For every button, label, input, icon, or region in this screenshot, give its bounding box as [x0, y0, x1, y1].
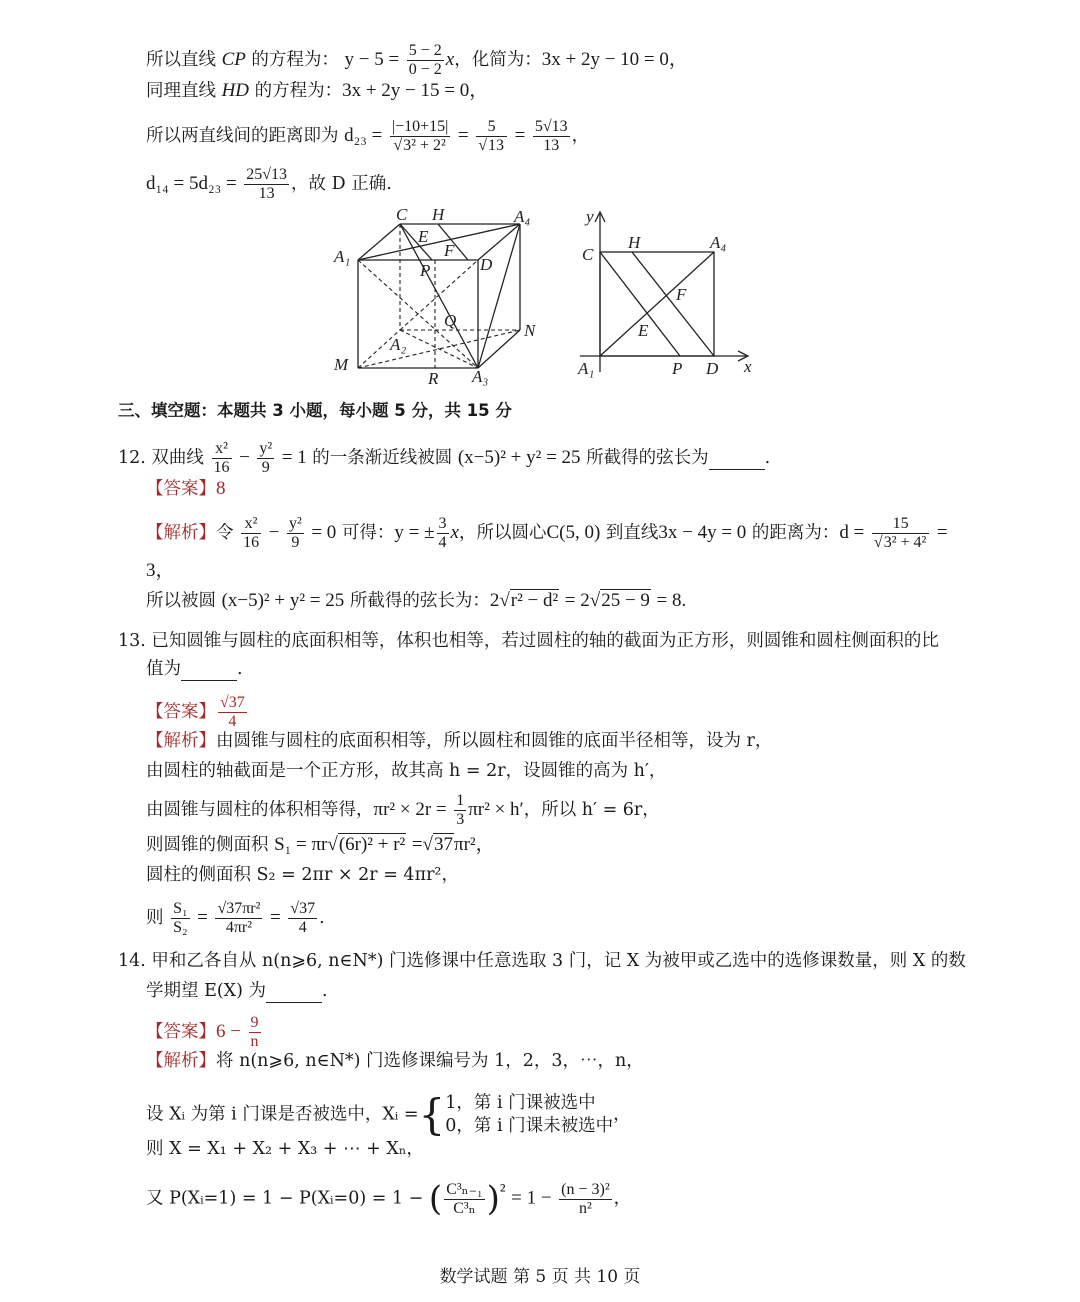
radical: √37: [422, 834, 453, 855]
numerator: x²: [215, 440, 228, 457]
denominator: 16: [213, 459, 230, 476]
numerator: (n − 3)²: [561, 1180, 610, 1198]
q14-solution-line1: [146, 1050, 644, 1072]
numerator: 15: [892, 515, 909, 532]
numerator: √37: [290, 900, 316, 917]
fraction: [257, 440, 274, 477]
fraction: [533, 118, 570, 155]
text: ，化简为：: [454, 50, 542, 70]
cases: [445, 1092, 613, 1138]
text: ，所以 h′ = 6r，: [523, 800, 660, 820]
denominator: 4: [438, 534, 447, 551]
text: 学期望 E(X) 为: [146, 981, 267, 1001]
math: x: [445, 49, 455, 70]
text: ，: [571, 126, 590, 146]
q12-solution-line1: [146, 515, 948, 552]
numerator: √37πr²: [217, 900, 261, 917]
numerator: 1: [456, 792, 465, 809]
line-hd-equation: [146, 80, 488, 102]
math: HD: [221, 80, 250, 101]
line-cp: [600, 252, 680, 356]
denominator: C³ₙ: [444, 1199, 484, 1218]
text: ，: [613, 1188, 632, 1209]
denominator: n: [250, 1033, 259, 1050]
math: = 0: [311, 522, 337, 543]
numerator: y²: [288, 515, 302, 532]
q13-solution-line4: [146, 834, 495, 856]
denominator: 9: [287, 533, 304, 552]
math: = 8.: [656, 590, 687, 611]
q12-answer: [146, 478, 226, 500]
math: y − 5 =: [344, 49, 400, 70]
math: =: [197, 907, 208, 928]
denominator: √3² + 2²: [390, 136, 450, 155]
denominator: 13: [244, 184, 289, 203]
text: 将 n(n⩾6, n∈N*) 门选修课编号为 1，2，3，⋯，n，: [216, 1051, 644, 1071]
text: 双曲线: [151, 448, 204, 468]
numerator: 5√13: [534, 118, 568, 135]
fraction: [559, 1181, 611, 1218]
label-q: Q: [444, 311, 457, 330]
numerator: √37: [220, 694, 245, 711]
q13-solution-line2: 由圆柱的轴截面是一个正方形，故其高 h = 2r，设圆锥的高为 h′，: [146, 761, 667, 781]
math: = 1 −: [511, 1187, 552, 1209]
equals: =: [514, 125, 526, 146]
question-13-line2: [146, 658, 243, 681]
math: (x−5)² + y² = 25: [221, 590, 345, 611]
numerator: y²: [259, 440, 273, 457]
radicand: 3² + 4²: [883, 534, 927, 551]
math: 3x + 2y − 10 = 0，: [541, 49, 688, 70]
numerator: 3: [438, 515, 447, 532]
numerator: S₁: [173, 900, 188, 917]
radicand: 13: [487, 137, 504, 154]
text: ，故 D 正确.: [291, 174, 392, 194]
label-a1: A₁: [578, 359, 595, 378]
label-c: C: [396, 205, 408, 224]
label-x: x: [744, 357, 752, 376]
question-number: 12.: [118, 448, 146, 468]
fraction: [241, 515, 261, 552]
text: ，所以圆心: [458, 523, 547, 543]
answer-blank: [709, 447, 765, 470]
math: πr² × 2r =: [373, 799, 447, 820]
denominator: 16: [243, 534, 260, 551]
fraction: [215, 900, 262, 937]
left-paren: (: [428, 1179, 443, 1219]
square-figure: [570, 200, 770, 385]
text: 令: [216, 523, 234, 543]
q14-answer: [146, 1014, 263, 1051]
denominator: √3² + 4²: [872, 533, 929, 552]
fraction: [390, 118, 450, 155]
cube-figure: [320, 200, 550, 390]
line-d14: [146, 166, 392, 203]
numerator: C³ₙ₋₁: [446, 1180, 483, 1198]
radicand: 25 − 9: [601, 590, 650, 611]
label-a3: A₃: [472, 367, 489, 386]
text: .: [322, 981, 328, 1001]
text: 则: [146, 908, 164, 928]
text: 则圆锥的侧面积: [146, 835, 275, 855]
label-e: E: [418, 227, 429, 246]
numerator: 25√13: [246, 166, 288, 183]
line-a1a4: [600, 252, 714, 356]
solution-tag: 【解析】: [146, 731, 216, 751]
math: S₁ = πr: [274, 834, 328, 855]
text: .: [319, 908, 325, 928]
line-hd: [632, 252, 714, 356]
answer-blank: [181, 658, 237, 681]
numerator: |−10+15|: [391, 118, 449, 135]
answer-tag: 【答案】: [146, 702, 216, 722]
question-number: 14.: [118, 951, 146, 971]
denominator: 4: [218, 712, 247, 731]
text: 的方程为：: [249, 81, 343, 101]
label-m: M: [334, 355, 349, 374]
math: =: [936, 522, 948, 543]
text: 到直线: [600, 523, 659, 543]
text: 可得：: [336, 523, 395, 543]
q14-solution-line2: [146, 1092, 631, 1138]
fraction: [437, 515, 449, 552]
hidden-line: [400, 260, 478, 330]
q13-solution-line3: [146, 792, 660, 829]
label-d: D: [706, 359, 719, 378]
question-14: [118, 950, 966, 972]
denominator: 4: [288, 918, 317, 937]
line: [478, 224, 520, 368]
numerator: x²: [244, 515, 258, 532]
text: 所截得的弦长为: [580, 448, 709, 468]
question-13: [118, 630, 939, 652]
math: πr²，: [453, 834, 495, 855]
text: ，: [613, 1104, 631, 1125]
radical: √r² − d²: [499, 590, 559, 611]
text: .: [237, 659, 243, 679]
math: 3x + 2y − 15 = 0，: [342, 80, 489, 101]
edge: [358, 224, 400, 260]
text: 由圆锥与圆柱的底面积相等，所以圆柱和圆锥的底面半径相等，设为 r，: [216, 731, 773, 751]
right-paren: ): [486, 1179, 500, 1219]
section-title: 三、填空题：本题共 3 小题，每小题 5 分，共 15 分: [118, 401, 512, 420]
text: 同理直线: [146, 81, 216, 101]
math: πr² × h′: [468, 799, 524, 820]
line-distance: [146, 118, 589, 155]
fraction: [872, 515, 929, 552]
label-a4: A₄: [710, 233, 727, 252]
answer-value: 8: [216, 478, 226, 499]
answer-fraction: [218, 694, 247, 731]
denominator: 3: [456, 811, 465, 828]
question-12: [118, 440, 770, 477]
line-cp-equation: [146, 42, 688, 79]
left-brace: {: [418, 1090, 446, 1139]
denominator: n²: [559, 1199, 611, 1218]
text: 所以直线: [146, 50, 216, 70]
label-c: C: [582, 245, 594, 264]
label-r: R: [428, 369, 439, 388]
answer-tag: 【答案】: [146, 1022, 216, 1042]
radical: √(6r)² + r²: [327, 834, 406, 855]
answer-fraction: [249, 1014, 261, 1051]
label-p: P: [420, 261, 431, 280]
label-a1: A₁: [334, 247, 351, 266]
denominator: 4πr²: [215, 918, 262, 937]
solution-tag: 【解析】: [146, 523, 216, 543]
text: 甲和乙各自从 n(n⩾6, n∈N*) 门选修课中任意选取 3 门，记 X 为被甲或乙选中的选修课数量，则 X 的数: [151, 951, 966, 971]
q13-solution-line1: [146, 730, 772, 752]
math: y = ±: [394, 522, 435, 543]
label-f: F: [676, 285, 687, 304]
math: = 1: [281, 447, 307, 468]
label-a2: A₂: [390, 335, 407, 354]
line: [400, 224, 478, 368]
math: 3x − 4y = 0: [658, 522, 747, 543]
q14-solution-line3: 则 X = X₁ + X₂ + X₃ + ⋯ + Xₙ，: [146, 1139, 424, 1159]
math: d₂₃ =: [344, 125, 383, 146]
fraction: [454, 792, 466, 829]
text: 的距离为：: [746, 523, 840, 543]
answer-tag: 【答案】: [146, 479, 216, 499]
text: 设 Xᵢ 为第 i 门课是否被选中，Xᵢ =: [146, 1104, 419, 1125]
text: 的方程为：: [245, 50, 339, 70]
q13-answer: [146, 694, 249, 731]
q12-solution-line3: [146, 590, 686, 612]
math: CP: [221, 49, 246, 70]
denominator: √13: [476, 136, 507, 155]
math: = 2: [564, 590, 590, 611]
question-14-line2: [146, 980, 328, 1003]
label-n: N: [524, 321, 536, 340]
text: 所以两直线间的距离即为: [146, 126, 339, 146]
math: −: [268, 522, 280, 543]
fraction: [244, 166, 289, 203]
math: =: [411, 834, 423, 855]
text: 所以被圆: [146, 591, 222, 611]
math: −: [239, 447, 250, 468]
fraction: [476, 118, 507, 155]
q14-solution-line4: [146, 1178, 631, 1220]
case-1: 1，第 i 门课被选中: [445, 1093, 596, 1113]
text: 已知圆锥与圆柱的底面积相等，体积也相等，若过圆柱的轴的截面为正方形，则圆锥和圆柱侧面积的比: [151, 631, 939, 651]
equals: =: [457, 125, 469, 146]
math: C(5, 0): [546, 522, 601, 543]
fraction: [171, 900, 189, 937]
fraction: [212, 440, 232, 477]
label-h: H: [628, 233, 641, 252]
text: 又 P(Xᵢ=1) = 1 − P(Xᵢ=0) = 1 −: [146, 1188, 424, 1209]
math: d =: [839, 522, 865, 543]
label-d: D: [480, 255, 493, 274]
denominator: 9: [257, 458, 274, 477]
page-footer: 数学试题 第 5 页 共 10 页: [439, 1267, 641, 1287]
text: 由圆锥与圆柱的体积相等得，: [146, 800, 374, 820]
label-y: y: [586, 207, 594, 226]
solution-tag: 【解析】: [146, 1051, 216, 1071]
radicand: r² − d²: [510, 590, 559, 611]
math: (x−5)² + y² = 25: [457, 447, 581, 468]
label-a4: A₄: [514, 207, 531, 226]
radical: √25 − 9: [589, 590, 650, 611]
denominator: 13: [533, 136, 570, 155]
answer-value: 6 −: [216, 1021, 241, 1042]
math: =: [270, 907, 281, 928]
fraction: [407, 42, 444, 79]
answer-blank: [266, 980, 322, 1003]
label-f: F: [444, 241, 455, 260]
numerator: 5 − 2: [408, 42, 442, 59]
math: 3，: [146, 560, 175, 581]
label-h: H: [432, 205, 445, 224]
case-2: 0，第 i 门课未被选中: [445, 1116, 614, 1136]
label-e: E: [638, 321, 649, 340]
math: x: [450, 522, 459, 543]
fraction: [288, 900, 317, 937]
text: 值为: [146, 659, 181, 679]
question-number: 13.: [118, 631, 146, 651]
radicand: 3² + 2²: [403, 137, 446, 154]
denominator: 0 − 2: [408, 61, 442, 78]
fraction: [444, 1181, 484, 1218]
radicand: (6r)² + r²: [338, 834, 406, 855]
math: 2: [489, 590, 500, 611]
q13-solution-line5: 圆柱的侧面积 S₂ = 2πr × 2r = 4πr²，: [146, 865, 459, 885]
text: 所截得的弦长为：: [344, 591, 490, 611]
line: [358, 224, 520, 260]
text: .: [764, 448, 771, 468]
radicand: 37: [433, 834, 453, 855]
exponent: ²: [499, 1180, 506, 1202]
denominator: S₂: [173, 919, 188, 936]
edge: [478, 330, 520, 368]
label-p: P: [672, 359, 683, 378]
q13-solution-line6: [146, 900, 325, 937]
math: d₁₄ = 5d₂₃ =: [146, 173, 237, 194]
fraction: [287, 515, 304, 552]
numerator: 5: [487, 118, 496, 135]
q12-solution-line2: [146, 560, 175, 582]
text: 的一条渐近线被圆: [306, 448, 458, 468]
hidden-line: [400, 330, 478, 368]
numerator: 9: [250, 1014, 259, 1031]
